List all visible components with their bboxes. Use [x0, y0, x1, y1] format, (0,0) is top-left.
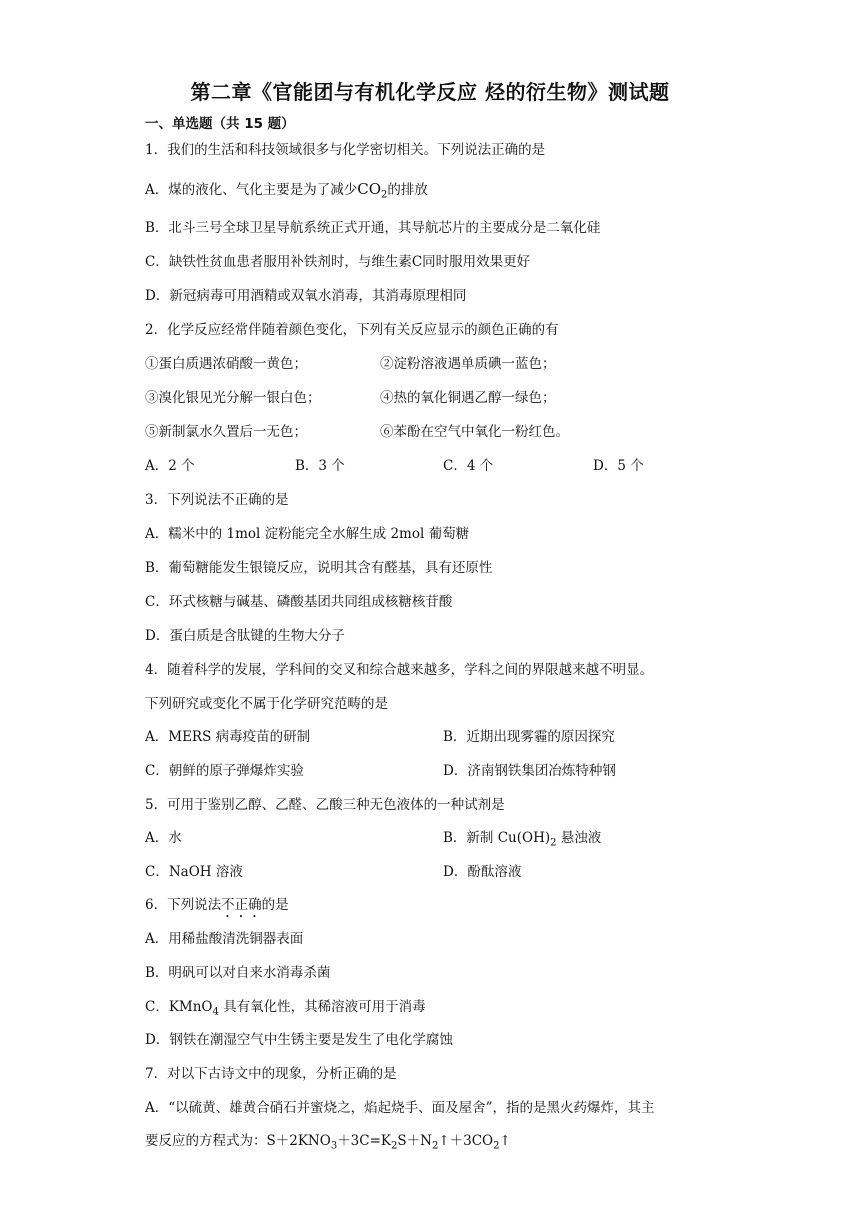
question-6-option-a: A．用稀盐酸清洗铜器表面: [145, 931, 304, 947]
question-6-option-c: [145, 998, 426, 1022]
q6-stem-text-end: 的是: [261, 897, 289, 913]
question-5-stem: 5．可用于鉴别乙醇、乙醛、乙酸三种无色液体的一种试剂是: [145, 797, 505, 813]
question-2-option-a: A．2 个: [145, 458, 195, 474]
q1-a-text-end: 的排放: [387, 182, 428, 198]
question-2-stem: 2．化学反应经常伴随着颜色变化，下列有关反应显示的颜色正确的有: [145, 322, 559, 338]
question-3-option-c: C．环式核糖与碱基、磷酸基团共同组成核糖核苷酸: [145, 594, 453, 610]
q7-eq-part-4: ↑＋3CO: [438, 1133, 494, 1149]
question-3-option-d: D．蛋白质是含肽键的生物大分子: [145, 628, 345, 644]
question-2-item-3: ③溴化银见光分解一银白色；: [145, 390, 321, 406]
q7-eq-part-5: ↑: [499, 1133, 511, 1149]
question-5-option-d: D．酚酞溶液: [443, 864, 522, 880]
question-6-stem: [145, 896, 289, 921]
question-5-option-a: A．水: [145, 830, 182, 846]
q7-eq-part-1: 要反应的方程式为：S＋2KNO: [145, 1133, 331, 1149]
question-4-option-c: C．朝鲜的原子弹爆炸实验: [145, 763, 304, 779]
question-1-stem: 1．我们的生活和科技领域很多与化学密切相关。下列说法正确的是: [145, 142, 546, 158]
q1-a-text: A．煤的液化、气化主要是为了减少: [145, 182, 358, 198]
page-title: 第二章《官能团与有机化学反应 烃的衍生物》测试题: [190, 80, 670, 104]
question-7-option-a-line-1: A．“以硫黄、雄黄合硝石并蜜烧之，焰起烧手、面及屋舍”，指的是黑火药爆炸，其主: [145, 1100, 655, 1116]
q6-c-text: C．KMnO: [145, 999, 213, 1015]
question-4-stem-line-1: 4．随着科学的发展，学科间的交叉和综合越来越多，学科之间的界限越来越不明显。: [145, 662, 654, 678]
question-5-option-c: C．NaOH 溶液: [145, 864, 243, 880]
question-1-option-b: B．北斗三号全球卫星导航系统正式开通，其导航芯片的主要成分是二氧化硅: [145, 220, 601, 236]
question-1-option-c: C．缺铁性贫血患者服用补铁剂时，与维生素C同时服用效果更好: [145, 254, 531, 270]
question-3-stem: 3．下列说法不正确的是: [145, 492, 289, 508]
question-2-option-b: B．3 个: [295, 458, 345, 474]
q7-eq-sub-3: 2: [431, 1140, 439, 1152]
q6-stem-emphasis: 不正确: [221, 897, 262, 913]
q5-b-text: B．新制 Cu(OH): [443, 830, 551, 846]
question-2-option-c: C．4 个: [443, 458, 494, 474]
q5-b-subscript: 2: [550, 837, 557, 849]
q7-eq-sub-1: 3: [330, 1140, 338, 1152]
question-2-item-1: ①蛋白质遇浓硝酸一黄色；: [145, 356, 307, 372]
q7-eq-sub-2: 2: [391, 1140, 398, 1152]
question-2-option-d: D．5 个: [593, 458, 644, 474]
q7-eq-sub-4: 2: [493, 1140, 500, 1152]
question-1-option-a: [145, 180, 428, 205]
question-4-option-d: D．济南钢铁集团冶炼特种钢: [443, 763, 616, 779]
question-3-option-a: A．糯米中的 1mol 淀粉能完全水解生成 2mol 葡萄糖: [145, 526, 470, 542]
question-2-item-4: ④热的氧化铜遇乙醇一绿色；: [380, 390, 556, 406]
question-4-option-b: B．近期出现雾霾的原因探究: [443, 729, 615, 745]
question-5-option-b: [443, 829, 601, 853]
section-heading: 一、单选题（共 15 题）: [145, 116, 295, 132]
question-1-option-d: D．新冠病毒可用酒精或双氧水消毒，其消毒原理相同: [145, 288, 467, 304]
question-6-option-b: B．明矾可以对自来水消毒杀菌: [145, 965, 331, 981]
q6-c-text-end: 具有氧化性，其稀溶液可用于消毒: [218, 999, 426, 1015]
question-4-stem-line-2: 下列研究或变化不属于化学研究范畴的是: [145, 696, 388, 712]
q7-eq-part-2: ＋3C=K: [337, 1133, 392, 1149]
question-2-item-6: ⑥苯酚在空气中氧化一粉红色。: [380, 424, 569, 440]
q1-a-subscript: 2: [381, 189, 388, 201]
q6-stem-text: 6．下列说法: [145, 897, 222, 913]
q7-eq-part-3: S＋N: [397, 1133, 432, 1149]
q1-a-formula: CO: [357, 180, 382, 198]
question-2-item-5: ⑤新制氯水久置后一无色；: [145, 424, 307, 440]
q6-c-subscript: 4: [212, 1006, 219, 1018]
question-4-option-a: A．MERS 病毒疫苗的研制: [145, 729, 311, 745]
question-3-option-b: B．葡萄糖能发生银镜反应，说明其含有醛基，具有还原性: [145, 560, 493, 576]
q5-b-text-end: 悬浊液: [556, 830, 602, 846]
question-6-option-d: D．钢铁在潮湿空气中生锈主要是发生了电化学腐蚀: [145, 1032, 453, 1048]
question-2-item-2: ②淀粉溶液遇单质碘一蓝色；: [380, 356, 556, 372]
question-7-stem: 7．对以下古诗文中的现象，分析正确的是: [145, 1066, 397, 1082]
question-7-option-a-line-2: [145, 1132, 511, 1156]
